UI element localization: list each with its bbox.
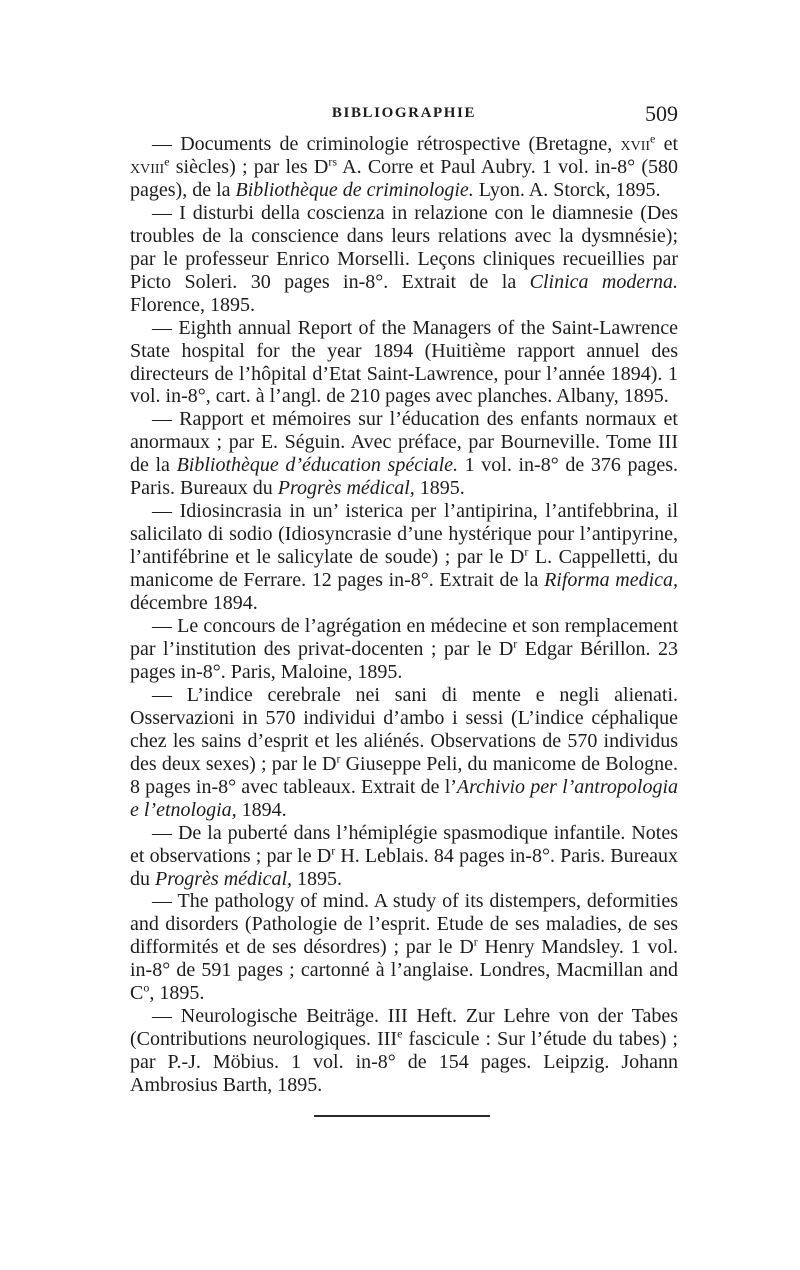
entry-text: — De la puberté dans l’hémiplégie spasmodique infantile. Notes et observations ; par le D	[130, 821, 678, 867]
entry-text: — I disturbi della coscienza in relazione con le diamnesie (Des troubles de la conscience dans leurs relations avec la dysmnésie); par le professeur Enrico Morselli. Leçons cliniques recueillies par Picto Soleri. 30 pages in-8°. Extrait de la	[130, 201, 678, 293]
bibliography-entry-10	[130, 1005, 678, 1097]
bibliography-entry-7	[130, 684, 678, 822]
superscript-text: r	[513, 636, 518, 651]
superscript-text: r	[336, 751, 341, 766]
entry-text: A. Corre et Paul Aubry. 1 vol. in-8° (580 pages), de la	[130, 155, 679, 201]
bibliography-entry-9	[130, 890, 678, 1005]
bibliography-entry-8	[130, 822, 678, 891]
bibliography-entry-1	[130, 133, 678, 202]
superscript-text: o	[143, 980, 150, 995]
bibliography-entry-3	[130, 317, 678, 409]
entry-text: — Rapport et mémoires sur l’éducation des enfants normaux et anormaux ; par E. Séguin. Avec préface, par Bourneville. Tome III de la	[130, 408, 678, 477]
italic-title: Riforma medica,	[544, 569, 679, 592]
bibliography-entries	[130, 133, 678, 1097]
entry-text: 1895.	[292, 867, 343, 890]
page-header	[130, 101, 678, 131]
entry-text: — Le concours de l’agrégation en médecine et son remplacement par l’institution des privat-docenten ; par le D	[130, 615, 678, 660]
entry-text: décembre 1894.	[130, 592, 258, 615]
italic-title: Bibliothèque d’éducation spéciale.	[176, 454, 459, 477]
entry-text: Florence, 1895.	[130, 293, 255, 316]
entry-text: Edgar Bérillon. 23 pages in-8°. Paris, Maloine, 1895.	[130, 637, 678, 683]
superscript-text: r	[331, 842, 336, 857]
entry-text: 1 vol. in-8° de 376 pages. Paris. Bureaux du	[130, 454, 678, 500]
entry-text: — Neurologische Beiträge. III Heft. Zur Lehre von der Tabes (Contributions neurologiques. III	[130, 1005, 678, 1051]
entry-text: , 1895.	[149, 982, 205, 1005]
entry-text: Lyon. A. Storck, 1895.	[473, 178, 661, 201]
superscript-text: rs	[328, 154, 338, 169]
italic-title: Progrès médical,	[155, 867, 293, 890]
entry-text: — L’indice cerebrale nei sani di mente e negli alienati. Osservazioni in 570 individui d’ambo i sessi (L’indice céphalique chez les sains d’esprit et les aliénés. Observations de 570 individus des deux sexes) ; par le D	[130, 683, 678, 775]
page-number: 509	[645, 101, 678, 126]
entry-text: 1895.	[414, 477, 465, 500]
entry-text: H. Leblais. 84 pages in-8°. Paris. Bureaux du	[130, 844, 678, 890]
bibliography-entry-4	[130, 408, 678, 500]
superscript-text: e	[164, 154, 170, 169]
entry-text: — Idiosincrasia in un’ isterica per l’antipirina, l’antifebbrina, il salicilato di sodio (Idiosyncrasie d’une hystérique pour l’antipyrine, l’antifébrine et le salicylate de soude) ; par le D	[130, 500, 678, 569]
entry-text: siècles) ; par les D	[169, 155, 329, 178]
entry-text: xviii	[130, 155, 165, 178]
italic-title: Clinica moderna.	[529, 270, 679, 293]
entry-text: fascicule : Sur l’étude du tabes) ; par P.-J. Möbius. 1 vol. in-8° de 154 pages. Leipzig. Johann Ambrosius Barth, 1895.	[130, 1028, 678, 1097]
superscript-text: e	[650, 131, 656, 146]
entry-text: et	[655, 133, 679, 155]
entry-text: — Documents de criminologie rétrospective (Bretagne,	[152, 133, 621, 155]
bibliography-entry-2	[130, 202, 678, 317]
bibliography-entry-5	[130, 500, 678, 615]
entry-text: Henry Mandsley. 1 vol. in-8° de 591 pages ; cartonné à l’anglaise. Londres, Macmillan and C	[130, 936, 678, 1005]
running-head: BIBLIOGRAPHIE	[331, 105, 477, 121]
bibliography-entry-6	[130, 615, 678, 684]
entry-text: xvii	[620, 133, 651, 155]
entry-text: 1894.	[236, 798, 287, 821]
entry-text: Giuseppe Peli, du manicome de Bologne. 8 pages in-8° avec tableaux. Extrait de l’	[130, 752, 678, 798]
entry-text: — The pathology of mind. A study of its distempers, deformities and disorders (Pathologie de l’esprit. Etude de ses maladies, de ses difformités et de ses désordres) ; par le D	[130, 890, 678, 959]
italic-title: Bibliothèque de criminologie.	[235, 178, 474, 201]
entry-text: — Eighth annual Report of the Managers of the Saint-Lawrence State hospital for the year 1894 (Huitième rapport annuel des directeurs de l’hôpital d’Etat Saint-Lawrence, pour l’année 1894). 1 vol. in-8°, cart. à l’angl. de 210 pages avec planches. Albany, 1895.	[130, 316, 678, 408]
superscript-text: r	[473, 934, 478, 949]
entry-text: L. Cappelletti, du manicome de Ferrare. 12 pages in-8°. Extrait de la	[130, 546, 678, 592]
superscript-text: r	[524, 544, 529, 559]
italic-title: Progrès médical,	[277, 477, 415, 500]
closing-rule	[314, 1115, 490, 1117]
superscript-text: e	[397, 1026, 403, 1041]
italic-title: Archivio per l’antropologia e l’etnologia,	[130, 775, 678, 821]
